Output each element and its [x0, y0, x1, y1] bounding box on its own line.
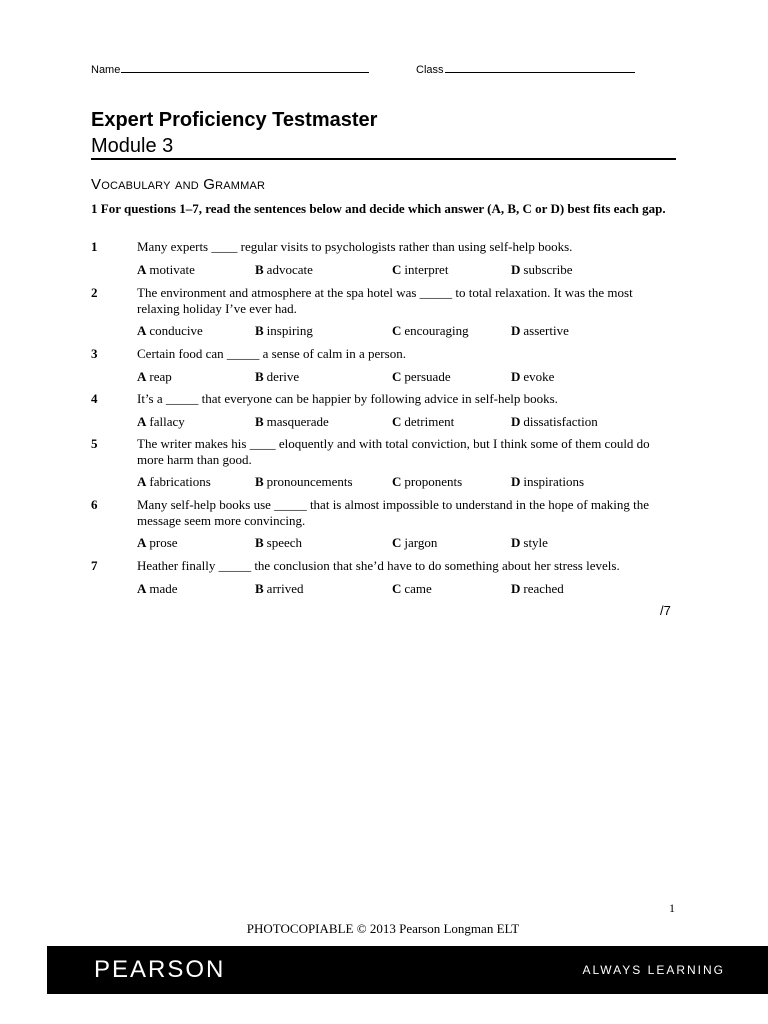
option-text: persuade [404, 369, 451, 384]
question-number: 1 [91, 239, 98, 254]
option-text: motivate [149, 262, 195, 277]
option-letter: B [255, 369, 264, 384]
question-number: 3 [91, 346, 98, 361]
option-b[interactable] [255, 581, 303, 597]
option-c[interactable] [392, 414, 454, 430]
option-text: reached [523, 581, 564, 596]
section-heading: Vocabulary and Grammar [91, 176, 266, 193]
class-blank[interactable] [445, 62, 635, 73]
option-text: evoke [523, 369, 555, 384]
option-a[interactable] [137, 581, 178, 597]
option-text: fabrications [149, 474, 211, 489]
option-c[interactable] [392, 369, 451, 385]
option-b[interactable] [255, 535, 302, 551]
page-number: 1 [669, 901, 675, 915]
option-a[interactable] [137, 414, 185, 430]
option-a[interactable] [137, 474, 211, 490]
option-letter: D [511, 581, 521, 596]
option-c[interactable] [392, 535, 437, 551]
option-d[interactable] [511, 581, 564, 597]
option-text: assertive [523, 323, 569, 338]
answer-options [137, 323, 677, 339]
option-letter: B [255, 262, 264, 277]
option-text: jargon [404, 535, 438, 550]
question-number: 4 [91, 391, 98, 406]
option-a[interactable] [137, 262, 195, 278]
option-letter: B [255, 323, 264, 338]
option-text: made [149, 581, 178, 596]
question-text: The environment and atmosphere at the spa hotel was _____ to total relaxation. It was the most relaxing holiday I’ve ever had. [137, 285, 633, 316]
option-letter: A [137, 414, 147, 429]
option-letter: C [392, 323, 402, 338]
question-number: 7 [91, 558, 98, 573]
exercise-instructions [91, 201, 686, 216]
option-text: fallacy [149, 414, 185, 429]
option-text: advocate [266, 262, 313, 277]
option-b[interactable] [255, 414, 329, 430]
option-text: came [404, 581, 432, 596]
option-text: reap [149, 369, 172, 384]
question-number: 2 [91, 285, 98, 300]
name-label: Name [91, 64, 121, 76]
option-text: conducive [149, 323, 203, 338]
option-c[interactable] [392, 323, 469, 339]
option-b[interactable] [255, 474, 353, 490]
option-c[interactable] [392, 262, 448, 278]
option-b[interactable] [255, 323, 313, 339]
option-a[interactable] [137, 323, 203, 339]
copyright-text: PHOTOCOPIABLE © 2013 Pearson Longman ELT [246, 921, 520, 936]
option-text: inspiring [266, 323, 313, 338]
option-letter: A [137, 581, 147, 596]
option-letter: C [392, 474, 402, 489]
option-letter: B [255, 535, 264, 550]
option-letter: B [255, 474, 264, 489]
title-divider [91, 158, 676, 160]
copyright-notice [0, 921, 768, 937]
option-text: inspirations [523, 474, 585, 489]
question-text: Heather finally _____ the conclusion that she’d have to do something about her stress levels. [137, 558, 620, 573]
question-number: 5 [91, 436, 98, 451]
option-text: masquerade [266, 414, 329, 429]
option-letter: C [392, 369, 402, 384]
option-letter: B [255, 581, 264, 596]
option-letter: D [511, 323, 521, 338]
option-c[interactable] [392, 581, 432, 597]
option-letter: A [137, 369, 147, 384]
answer-options [137, 369, 677, 385]
option-letter: C [392, 414, 402, 429]
option-d[interactable] [511, 369, 554, 385]
option-d[interactable] [511, 323, 569, 339]
option-b[interactable] [255, 369, 299, 385]
option-d[interactable] [511, 535, 548, 551]
page-title: Expert Proficiency Testmaster [91, 109, 378, 131]
option-text: encouraging [404, 323, 469, 338]
answer-options [137, 474, 677, 490]
name-field[interactable] [91, 62, 369, 76]
class-label: Class [416, 64, 444, 76]
option-letter: D [511, 369, 521, 384]
option-letter: A [137, 323, 147, 338]
option-d[interactable] [511, 414, 598, 430]
option-letter: C [392, 262, 402, 277]
option-text: prose [149, 535, 178, 550]
option-text: detriment [404, 414, 455, 429]
class-field[interactable] [416, 62, 635, 76]
option-letter: C [392, 535, 402, 550]
option-a[interactable] [137, 535, 178, 551]
option-d[interactable] [511, 474, 584, 490]
option-text: derive [266, 369, 300, 384]
option-text: pronouncements [266, 474, 353, 489]
option-letter: A [137, 535, 147, 550]
question-text: Many self-help books use _____ that is almost impossible to understand in the hope of making the message seem more convincing. [137, 497, 649, 528]
option-b[interactable] [255, 262, 313, 278]
option-letter: C [392, 581, 402, 596]
answer-options [137, 581, 677, 597]
name-blank[interactable] [121, 62, 369, 73]
option-a[interactable] [137, 369, 172, 385]
option-letter: A [137, 262, 147, 277]
option-letter: A [137, 474, 147, 489]
question-text: It’s a _____ that everyone can be happier by following advice in self-help books. [137, 391, 558, 406]
option-letter: D [511, 474, 521, 489]
option-letter: D [511, 414, 521, 429]
option-c[interactable] [392, 474, 462, 490]
option-text: proponents [404, 474, 463, 489]
question-text: Certain food can _____ a sense of calm in a person. [137, 346, 406, 361]
option-d[interactable] [511, 262, 573, 278]
question-text: The writer makes his ____ eloquently and with total conviction, but I think some of them could do more harm than good. [137, 436, 650, 467]
option-text: subscribe [523, 262, 573, 277]
option-text: dissatisfaction [523, 414, 598, 429]
exercise-number: 1 [91, 201, 98, 216]
footer-banner [47, 946, 768, 994]
instructions-text: For questions 1–7, read the sentences below and decide which answer (A, B, C or D) best fits each gap. [100, 201, 666, 216]
option-text: speech [266, 535, 303, 550]
question-text: Many experts ____ regular visits to psychologists rather than using self-help books. [137, 239, 573, 254]
publisher-logo: PEARSON [94, 956, 226, 983]
answer-options [137, 262, 677, 278]
answer-options [137, 414, 677, 430]
score-total: /7 [660, 603, 671, 618]
option-text: interpret [404, 262, 449, 277]
option-text: style [523, 535, 548, 550]
question-number: 6 [91, 497, 98, 512]
answer-options [137, 535, 677, 551]
page-subtitle: Module 3 [91, 135, 174, 157]
option-letter: B [255, 414, 264, 429]
option-letter: D [511, 535, 521, 550]
option-letter: D [511, 262, 521, 277]
publisher-tagline: ALWAYS LEARNING [582, 963, 725, 977]
option-text: arrived [266, 581, 304, 596]
